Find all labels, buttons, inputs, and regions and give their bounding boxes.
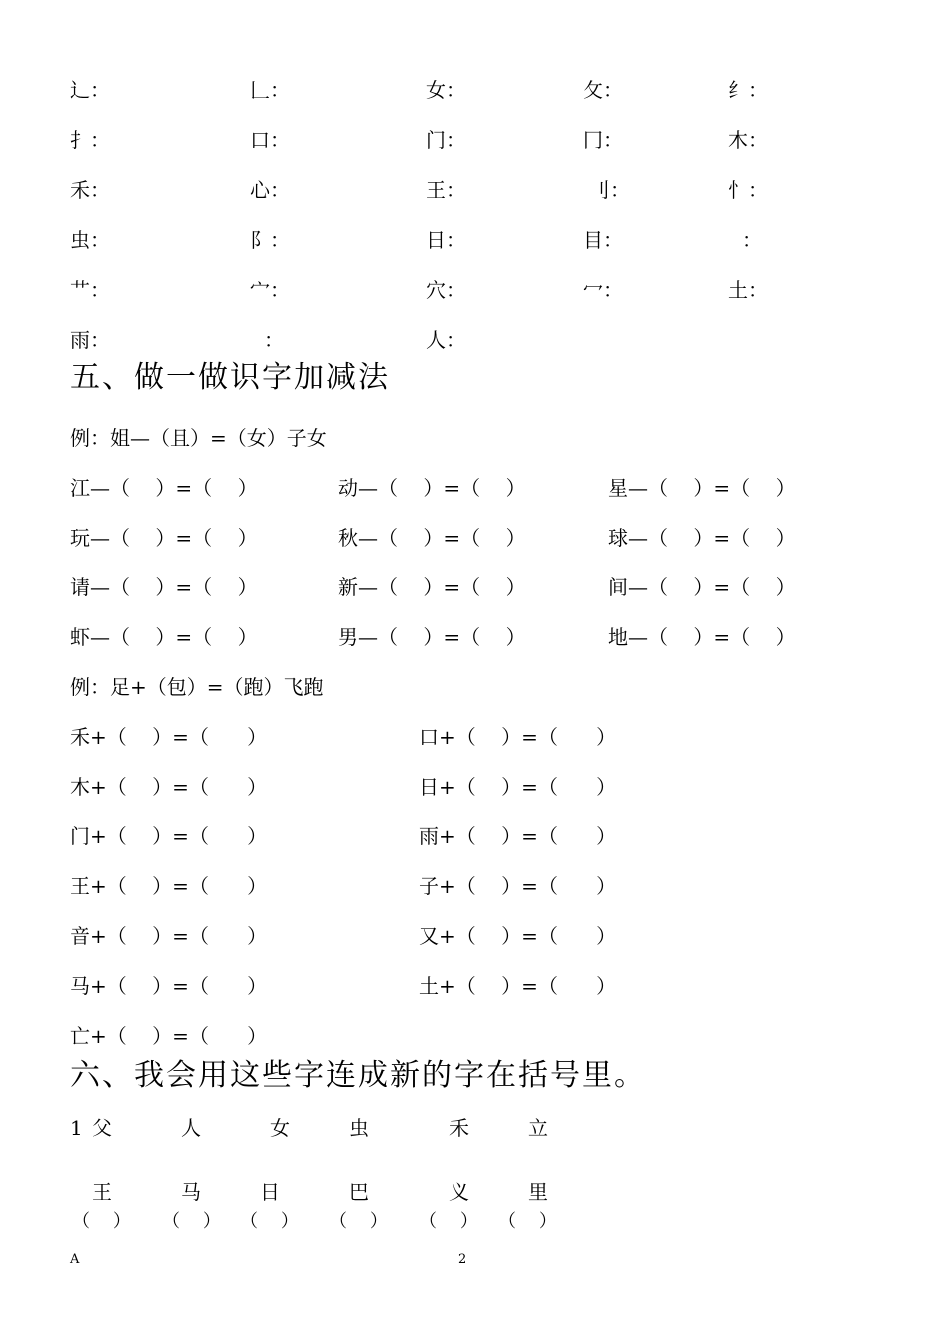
radical-cell: 口： bbox=[250, 128, 290, 152]
addition-item: 日+（ ）=（ ） bbox=[419, 775, 617, 799]
addition-item: 亡+（ ）=（ ） bbox=[70, 1024, 268, 1048]
answer-blank: （ ） bbox=[162, 1211, 221, 1232]
radical-cell: 𠃊： bbox=[250, 78, 290, 102]
char-bottom: 日 bbox=[260, 1180, 280, 1204]
addition-item: 子+（ ）=（ ） bbox=[419, 874, 617, 898]
footer-left-label: A bbox=[70, 1252, 80, 1267]
addition-item: 土+（ ）=（ ） bbox=[419, 974, 617, 998]
subtraction-item: 地—（ ）=（ ） bbox=[608, 625, 796, 649]
subtraction-item: 男—（ ）=（ ） bbox=[338, 625, 526, 649]
radical-cell: 纟： bbox=[728, 78, 768, 102]
subtraction-item: 虾—（ ）=（ ） bbox=[70, 625, 258, 649]
addition-item: 雨+（ ）=（ ） bbox=[419, 824, 617, 848]
char-top: 虫 bbox=[349, 1116, 369, 1140]
char-bottom: 里 bbox=[528, 1180, 548, 1204]
answer-blank: （ ） bbox=[419, 1211, 478, 1232]
radical-cell: 艹： bbox=[70, 278, 110, 302]
char-bottom: 巴 bbox=[349, 1180, 369, 1204]
addition-example: 例：足+（包）=（跑）飞跑 bbox=[70, 675, 324, 699]
radical-cell: 冖： bbox=[583, 278, 623, 302]
radical-cell: 虫： bbox=[70, 228, 110, 252]
answer-blank: （ ） bbox=[498, 1211, 557, 1232]
radical-cell: 冂： bbox=[583, 128, 623, 152]
exercise-number: 1 bbox=[70, 1116, 83, 1140]
char-top: 人 bbox=[181, 1116, 201, 1140]
char-top: 立 bbox=[528, 1116, 548, 1140]
section5-title: 五、做一做识字加减法 bbox=[70, 360, 390, 395]
radical-cell: 雨： bbox=[70, 328, 110, 352]
addition-item: 门+（ ）=（ ） bbox=[70, 824, 268, 848]
radical-cell: 女： bbox=[426, 78, 466, 102]
char-top: 女 bbox=[270, 1116, 290, 1140]
char-top: 禾 bbox=[449, 1116, 469, 1140]
section6-title: 六、我会用这些字连成新的字在括号里。 bbox=[70, 1058, 646, 1093]
subtraction-item: 秋—（ ）=（ ） bbox=[338, 526, 526, 550]
subtraction-item: 星—（ ）=（ ） bbox=[608, 476, 796, 500]
radical-cell: 阝： bbox=[250, 228, 290, 252]
addition-item: 马+（ ）=（ ） bbox=[70, 974, 268, 998]
char-bottom: 王 bbox=[92, 1180, 112, 1204]
radical-cell: 忄： bbox=[728, 178, 768, 202]
radical-cell: 土： bbox=[728, 278, 768, 302]
char-bottom: 马 bbox=[181, 1180, 201, 1204]
radical-cell: 刂： bbox=[590, 178, 630, 202]
radical-cell: ： bbox=[742, 228, 762, 252]
radical-cell: 宀： bbox=[250, 278, 290, 302]
addition-item: 王+（ ）=（ ） bbox=[70, 874, 268, 898]
subtraction-item: 江—（ ）=（ ） bbox=[70, 476, 258, 500]
subtraction-item: 球—（ ）=（ ） bbox=[608, 526, 796, 550]
radical-cell: 门： bbox=[426, 128, 466, 152]
radical-cell: 目： bbox=[583, 228, 623, 252]
addition-item: 音+（ ）=（ ） bbox=[70, 924, 268, 948]
answer-blank: （ ） bbox=[329, 1211, 388, 1232]
radical-cell: 心： bbox=[250, 178, 290, 202]
subtraction-item: 新—（ ）=（ ） bbox=[338, 575, 526, 599]
addition-item: 又+（ ）=（ ） bbox=[419, 924, 617, 948]
char-bottom: 义 bbox=[449, 1180, 469, 1204]
radical-cell: ： bbox=[264, 328, 284, 352]
radical-cell: 王： bbox=[426, 178, 466, 202]
radical-cell: 穴： bbox=[426, 278, 466, 302]
radical-cell: 人： bbox=[426, 328, 466, 352]
subtraction-item: 请—（ ）=（ ） bbox=[70, 575, 258, 599]
radical-cell: 木： bbox=[728, 128, 768, 152]
addition-item: 木+（ ）=（ ） bbox=[70, 775, 268, 799]
answer-blank: （ ） bbox=[240, 1211, 299, 1232]
radical-cell: 日： bbox=[426, 228, 466, 252]
radical-cell: 禾： bbox=[70, 178, 110, 202]
answer-blank: （ ） bbox=[72, 1211, 131, 1232]
subtraction-item: 动—（ ）=（ ） bbox=[338, 476, 526, 500]
addition-item: 禾+（ ）=（ ） bbox=[70, 725, 268, 749]
subtraction-item: 间—（ ）=（ ） bbox=[608, 575, 796, 599]
subtraction-example: 例：姐—（且）=（女）子女 bbox=[70, 426, 327, 450]
radical-cell: 攵： bbox=[583, 78, 623, 102]
radical-cell: 辶： bbox=[70, 78, 110, 102]
radical-cell: 扌： bbox=[70, 128, 110, 152]
addition-item: 口+（ ）=（ ） bbox=[419, 725, 617, 749]
page-number: 2 bbox=[458, 1252, 467, 1267]
char-top: 父 bbox=[92, 1116, 112, 1140]
subtraction-item: 玩—（ ）=（ ） bbox=[70, 526, 258, 550]
